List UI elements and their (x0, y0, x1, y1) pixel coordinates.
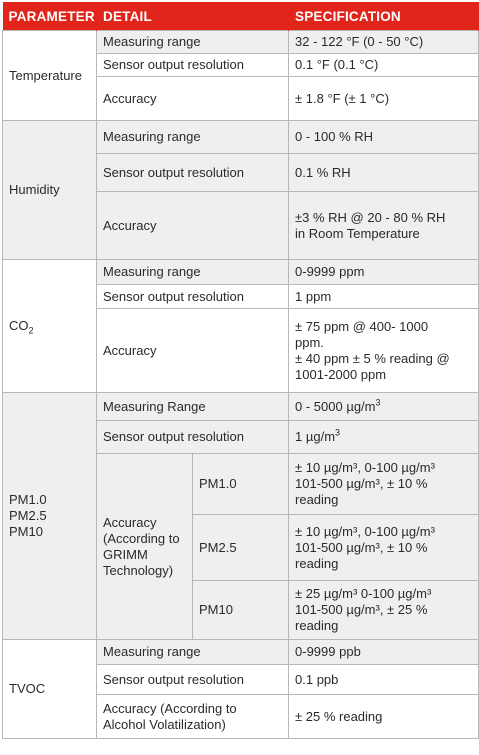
detail-cell: Accuracy (97, 77, 289, 121)
header-row (3, 2, 479, 31)
detail-cell: Sensor output resolution (97, 54, 289, 77)
spec-cell: ± 1.8 °F (± 1 °C) (289, 77, 479, 121)
spec-cell (289, 393, 479, 421)
spec-superscript: 3 (375, 397, 381, 408)
detail-cell: Sensor output resolution (97, 285, 289, 309)
spec-cell: ±3 % RH @ 20 - 80 % RH in Room Temperature (289, 192, 479, 260)
table-row (3, 393, 479, 421)
co2-base: CO (9, 318, 29, 333)
spec-cell: 0 - 100 % RH (289, 121, 479, 154)
detail-cell: Sensor output resolution (97, 154, 289, 192)
detail-cell: Accuracy (97, 192, 289, 260)
detail-cell: Sensor output resolution (97, 665, 289, 695)
spec-base: 1 µg/m (295, 429, 336, 444)
param-humidity: Humidity (3, 121, 97, 260)
spec-superscript: 3 (335, 427, 341, 438)
spec-cell: 1 ppm (289, 285, 479, 309)
spec-cell: ± 25 µg/m³ 0-100 µg/m³ 101-500 µg/m³, ± 25 % reading (289, 581, 479, 640)
header-specification: SPECIFICATION (289, 2, 479, 31)
detail-cell: Measuring range (97, 121, 289, 154)
spec-cell: 0.1 °F (0.1 °C) (289, 54, 479, 77)
detail-cell: Accuracy (97, 309, 289, 393)
detail-cell: Accuracy (According to Alcohol Volatilization) (97, 695, 289, 739)
detail-cell: Measuring range (97, 640, 289, 665)
spec-cell: 0-9999 ppb (289, 640, 479, 665)
pm-sub-label: PM10 (193, 581, 289, 640)
detail-cell: Sensor output resolution (97, 421, 289, 454)
detail-cell: Measuring range (97, 31, 289, 54)
spec-base: 0 - 5000 µg/m (295, 398, 376, 414)
spec-cell: ± 10 µg/m³, 0-100 µg/m³ 101-500 µg/m³, ± 10 % reading (289, 515, 479, 581)
spec-table (2, 2, 479, 739)
accuracy-grimm-label: Accuracy (According to GRIMM Technology) (97, 454, 193, 640)
header-parameter: PARAMETER (3, 2, 97, 31)
spec-cell: ± 75 ppm @ 400- 1000 ppm. ± 40 ppm ± 5 % reading @ 1001-2000 ppm (289, 309, 479, 393)
spec-cell (289, 421, 479, 454)
detail-cell: Measuring range (97, 260, 289, 285)
detail-cell: Measuring Range (97, 393, 289, 421)
pm-sub-label: PM1.0 (193, 454, 289, 515)
pm-sub-label: PM2.5 (193, 515, 289, 581)
param-tvoc: TVOC (3, 640, 97, 739)
param-co2 (3, 260, 97, 393)
table-row (3, 260, 479, 285)
table-row (3, 31, 479, 54)
table-row (3, 121, 479, 154)
spec-cell: ± 25 % reading (289, 695, 479, 739)
spec-cell: 32 - 122 °F (0 - 50 °C) (289, 31, 479, 54)
spec-cell: 0.1 ppb (289, 665, 479, 695)
header-detail: DETAIL (97, 2, 289, 31)
co2-subscript: 2 (28, 325, 34, 336)
param-pm: PM1.0 PM2.5 PM10 (3, 393, 97, 640)
param-temperature: Temperature (3, 31, 97, 121)
spec-cell: 0-9999 ppm (289, 260, 479, 285)
table-row (3, 640, 479, 665)
spec-cell: 0.1 % RH (289, 154, 479, 192)
spec-cell: ± 10 µg/m³, 0-100 µg/m³ 101-500 µg/m³, ± 10 % reading (289, 454, 479, 515)
